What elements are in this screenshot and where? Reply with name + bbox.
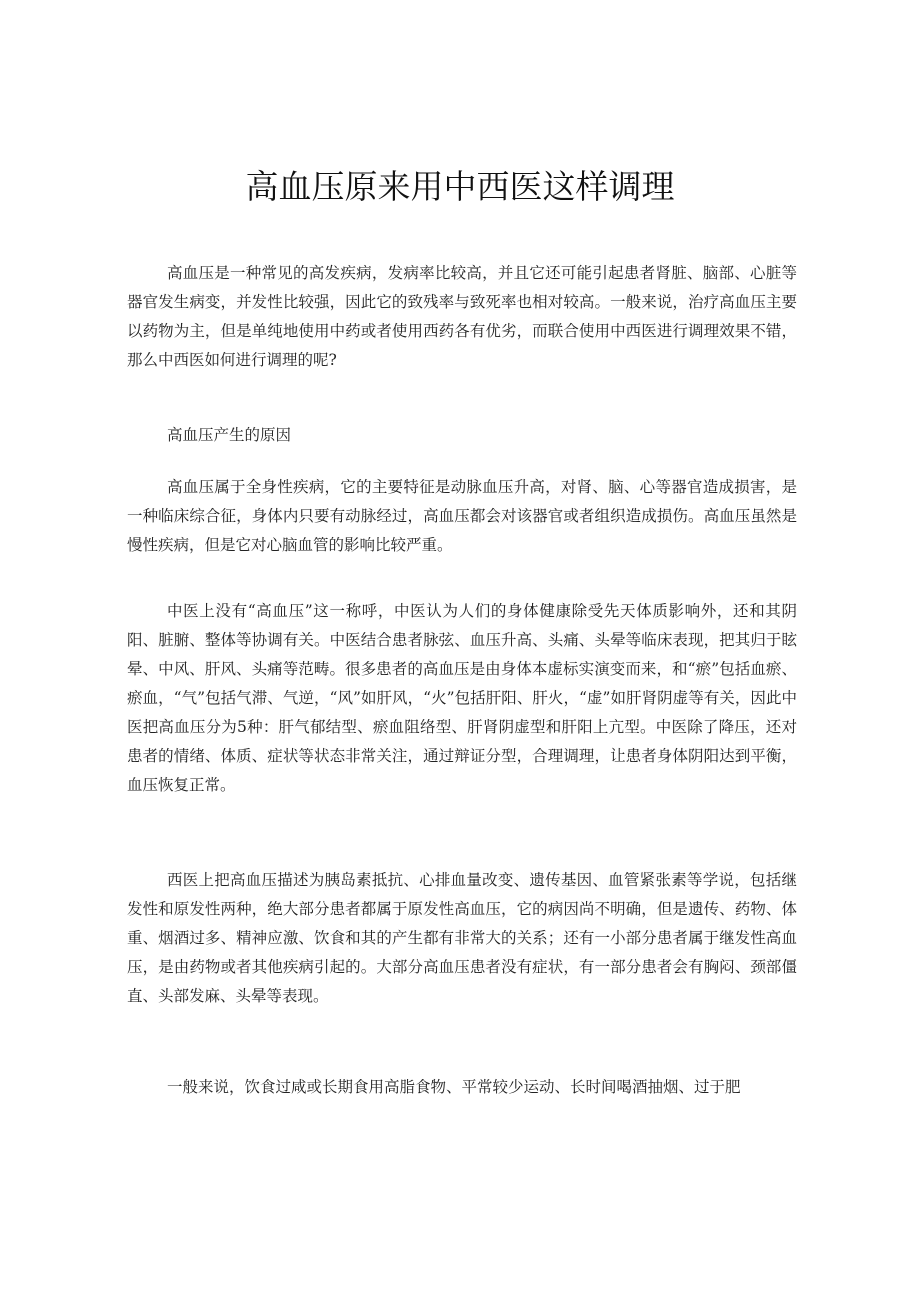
paragraph-tcm-view: 中医上没有“高血压”这一称呼，中医认为人们的身体健康除受先天体质影响外，还和其阴阳、脏腑、整体等协调有关。中医结合患者脉弦、血压升高、头痛、头晕等临床表现，把其归于眩晕、中风、肝风、头痛等范畴。很多患者的高血压是由身体本虚标实演变而来，和“瘀”包括血瘀、瘀血，“气”包括气滞、气逆，“风”如肝风，“火”包括肝阳、肝火，“虚”如肝肾阴虚等有关，因此中医把高血压分为5种：肝气郁结型、瘀血阻络型、肝肾阴虚型和肝阳上亢型。中医除了降压，还对患者的情绪、体质、症状等状态非常关注，通过辩证分型，合理调理，让患者身体阴阳达到平衡，血压恢复正常。: [127, 602, 797, 794]
paragraph-systemic-disease: 高血压属于全身性疾病，它的主要特征是动脉血压升高，对肾、脑、心等器官造成损害，是一种临床综合征，身体内只要有动脉经过，高血压都会对该器官或者组织造成损伤。高血压虽然是慢性疾病，但是它对心脑血管的影响比较严重。: [127, 478, 797, 554]
document-title: 高血压原来用中西医这样调理: [245, 167, 675, 206]
section-heading-causes: 高血压产生的原因: [167, 426, 292, 444]
paragraph-lifestyle-factors: 一般来说，饮食过咸或长期食用高脂食物、平常较少运动、长时间喝酒抽烟、过于肥: [167, 1078, 741, 1096]
paragraph-intro: 高血压是一种常见的高发疾病，发病率比较高，并且它还可能引起患者肾脏、脑部、心脏等器官发生病变，并发性比较强，因此它的致残率与致死率也相对较高。一般来说，治疗高血压主要以药物为主，但是单纯地使用中药或者使用西药各有优劣，而联合使用中西医进行调理效果不错，那么中西医如何进行调理的呢?: [127, 264, 797, 369]
paragraph-western-view: 西医上把高血压描述为胰岛素抵抗、心排血量改变、遗传基因、血管紧张素等学说，包括继发性和原发性两种，绝大部分患者都属于原发性高血压，它的病因尚不明确，但是遗传、药物、体重、烟酒过多、精神应激、饮食和其的产生都有非常大的关系；还有一小部分患者属于继发性高血压，是由药物或者其他疾病引起的。大部分高血压患者没有症状，有一部分患者会有胸闷、颈部僵直、头部发麻、头晕等表现。: [127, 871, 797, 1005]
